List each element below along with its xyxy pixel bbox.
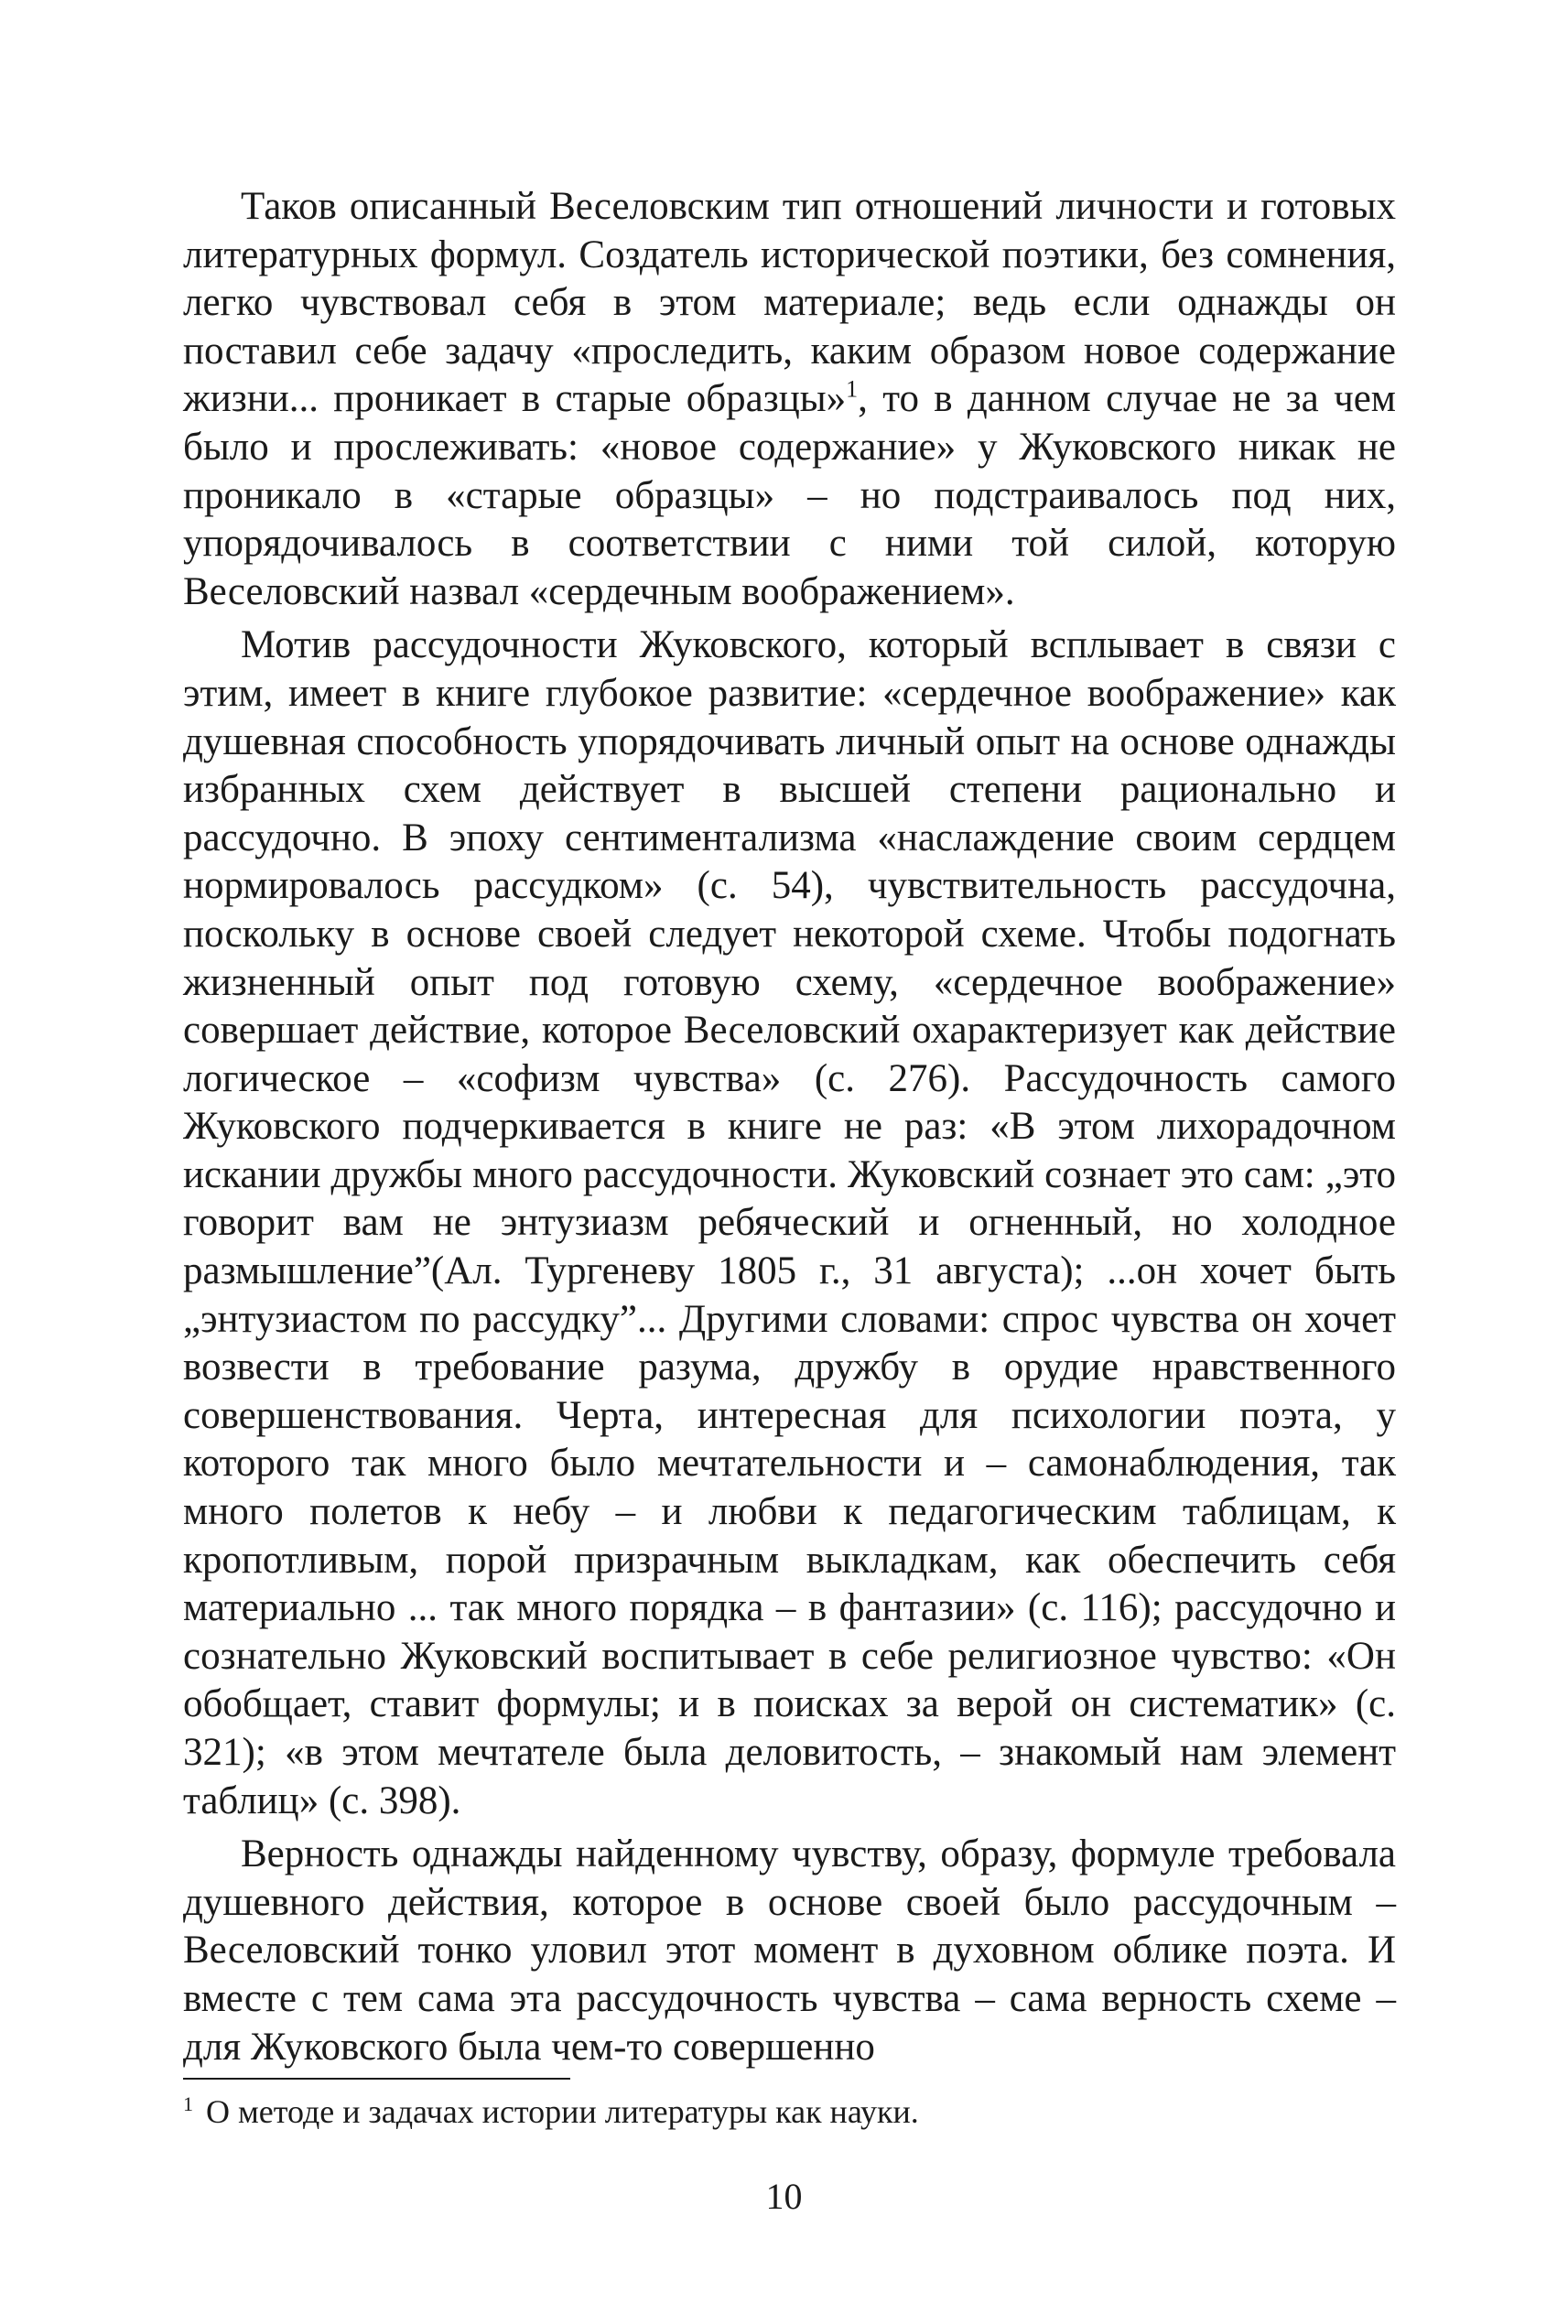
paragraph-1-text-a: Таков описанный Веселовским тип отношений личности и готовых литературных формул. Создатель исторической поэтики, без сомнения, легко чувствовал себя в этом материале; ведь если однажды он поставил себе задачу «проследить, каким образом новое содержание жизни... проникает в старые образцы» xyxy=(183,185,1396,421)
paragraph-1 xyxy=(183,183,1396,616)
paragraph-2: Мотив рассудочности Жуковского, который всплывает в связи с этим, имеет в книге глубокое развитие: «сердечное воображение» как душевная способность упорядочивать личный опыт на основе однажды избранных схем действует в высшей степени рационально и рассудочно. В эпоху сентиментализма «наслаждение своим сердцем нормировалось рассудком» (с. 54), чувствительность рассудочна, поскольку в основе своей следует некоторой схеме. Чтобы подогнать жизненный опыт под готовую схему, «сердечное воображение» совершает действие, которое Веселовский охарактеризует как действие логическое – «софизм чувства» (с. 276). Рассудочность самого Жуковского подчеркивается в книге не раз: «В этом лихорадочном искании дружбы много рассудочности. Жуковский сознает это сам: „это говорит вам не энтузиазм ребяческий и огненный, но холодное размышление”(Ал. Тургеневу 1805 г., 31 августа); ...он хочет быть „энтузиастом по рассудку”... Другими словами: спрос чувства он хочет возвести в требование разума, дружбу в орудие нравственного совершенствования. Черта, интересная для психологии поэта, у которого так много было мечтательности и – самонаблюдения, так много полетов к небу – и любви к педагогическим таблицам, к кропотливым, порой призрачным выкладкам, как обеспечить себя материально ... так много порядка – в фантазии» (с. 116); рассудочно и сознательно Жуковский воспитывает в себе религиозное чувство: «Он обобщает, ставит формулы; и в поисках за верой он систематик» (с. 321); «в этом мечтателе была деловитость, – знакомый нам элемент таблиц» (с. 398). xyxy=(183,623,1396,1822)
main-text xyxy=(183,183,1396,2071)
page-number: 10 xyxy=(765,2176,803,2217)
footnote-mark: 1 xyxy=(183,2092,193,2115)
footnote-reference[interactable]: 1 xyxy=(846,376,859,404)
footnote-text: О методе и задачах истории литературы как науки. xyxy=(206,2093,919,2130)
paragraph-3: Верность однажды найденному чувству, образу, формуле требовала душевного действия, которое в основе своей было рассудочным – Веселовский тонко уловил этот момент в духовном облике поэта. И вместе с тем сама эта рассудочность чувства – сама верность схеме – для Жуковского была чем-то совершенно xyxy=(183,1832,1396,2069)
footnote-divider xyxy=(183,2078,570,2080)
footnote xyxy=(183,2092,1396,2132)
paragraph-1-text-b: , то в данном случае не за чем было и прослеживать: «новое содержание» у Жуковского никак не проникало в «старые образцы» – но подстраивалось под них, упорядочивалось в соответствии с ними той силой, которую Веселовский назвал «сердечным воображением». xyxy=(183,377,1396,613)
